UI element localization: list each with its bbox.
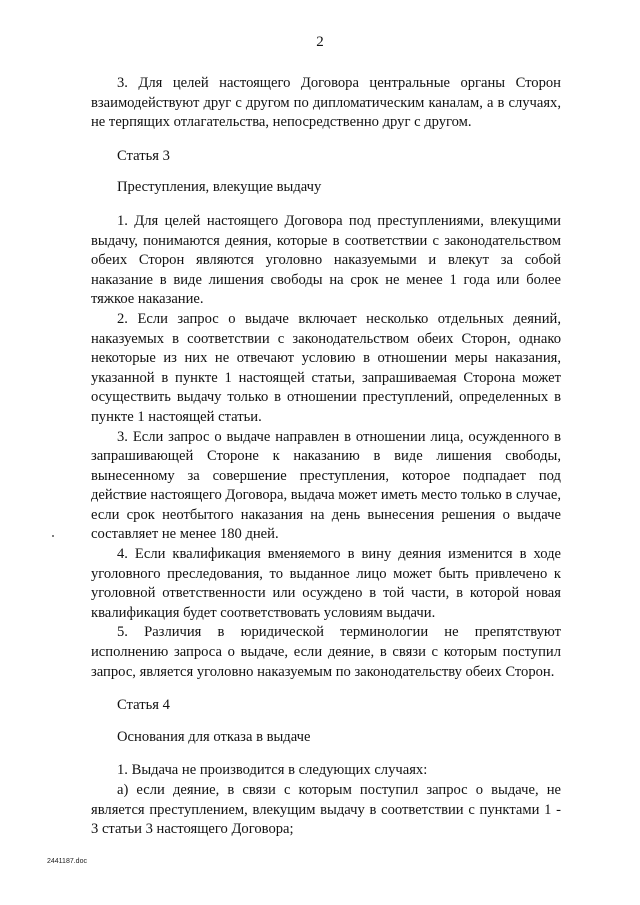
article-4-subtitle: Основания для отказа в выдаче — [117, 728, 311, 745]
article-4-paragraph-1a: а) если деяние, в связи с которым поступил запрос о выдаче, не является преступлением, влекущим выдачу в соответствии с пунктами 1 - 3 статьи 3 настоящего Договора; — [91, 782, 561, 838]
article-3-title: Статья 3 — [117, 147, 170, 164]
article-4-paragraph-1: 1. Выдача не производится в следующих случаях: — [117, 762, 428, 779]
page-number: 2 — [316, 34, 324, 50]
article-3-paragraph-2: 2. Если запрос о выдаче включает несколько отдельных деяний, наказуемых в соответствии с законодательством обеих Сторон, однако некоторые из них не отвечают условию в отношении меры наказания, указанной в пункте 1 настоящей статьи, запрашиваемая Сторона может осуществить выдачу только в отношении преступлений, определенных в пункте 1 настоящей статьи. — [91, 310, 561, 425]
article-3-paragraph-4: 4. Если квалификация вменяемого в вину деяния изменится в ходе уголовного преследования, то выданное лицо может быть привлечено к уголовной ответственности или осуждено в той части, в которой новая квалификация будет соответствовать условиям выдачи. — [91, 546, 561, 621]
article-3-subtitle: Преступления, влекущие выдачу — [117, 179, 322, 196]
document-body — [91, 74, 561, 840]
paragraph-3-intro: 3. Для целей настоящего Договора центральные органы Сторон взаимодействуют друг с другом по дипломатическим каналам, а в случаях, не терпящих отлагательства, непосредственно друг с другом. — [91, 75, 561, 131]
footer-doc-id: 2441187.doc — [47, 858, 87, 865]
scan-dot-mark — [52, 535, 54, 537]
article-3-paragraph-3: 3. Если запрос о выдаче направлен в отношении лица, осужденного в запрашивающей Стороне к наказанию в виде лишения свободы, вынесенному за совершение преступления, которое подпадает под действие настоящего Договора, выдача может иметь место только в случае, если срок неотбытого наказания на день вынесения решения о выдаче составляет не менее 180 дней. — [91, 428, 561, 543]
article-4-title: Статья 4 — [117, 697, 170, 714]
article-3-paragraph-1: 1. Для целей настоящего Договора под преступлениями, влекущими выдачу, понимаются деяния, которые в соответствии с законодательством обеих Сторон являются уголовно наказуемыми и влекут за собой наказание в виде лишения свободы на срок не менее 1 года или более тяжкое наказание. — [91, 212, 561, 308]
article-3-paragraph-5: 5. Различия в юридической терминологии не препятствуют исполнению запроса о выдаче, если деяние, в связи с которым поступил запрос, является уголовно наказуемым по законодательству обеих Сторон. — [91, 624, 561, 680]
